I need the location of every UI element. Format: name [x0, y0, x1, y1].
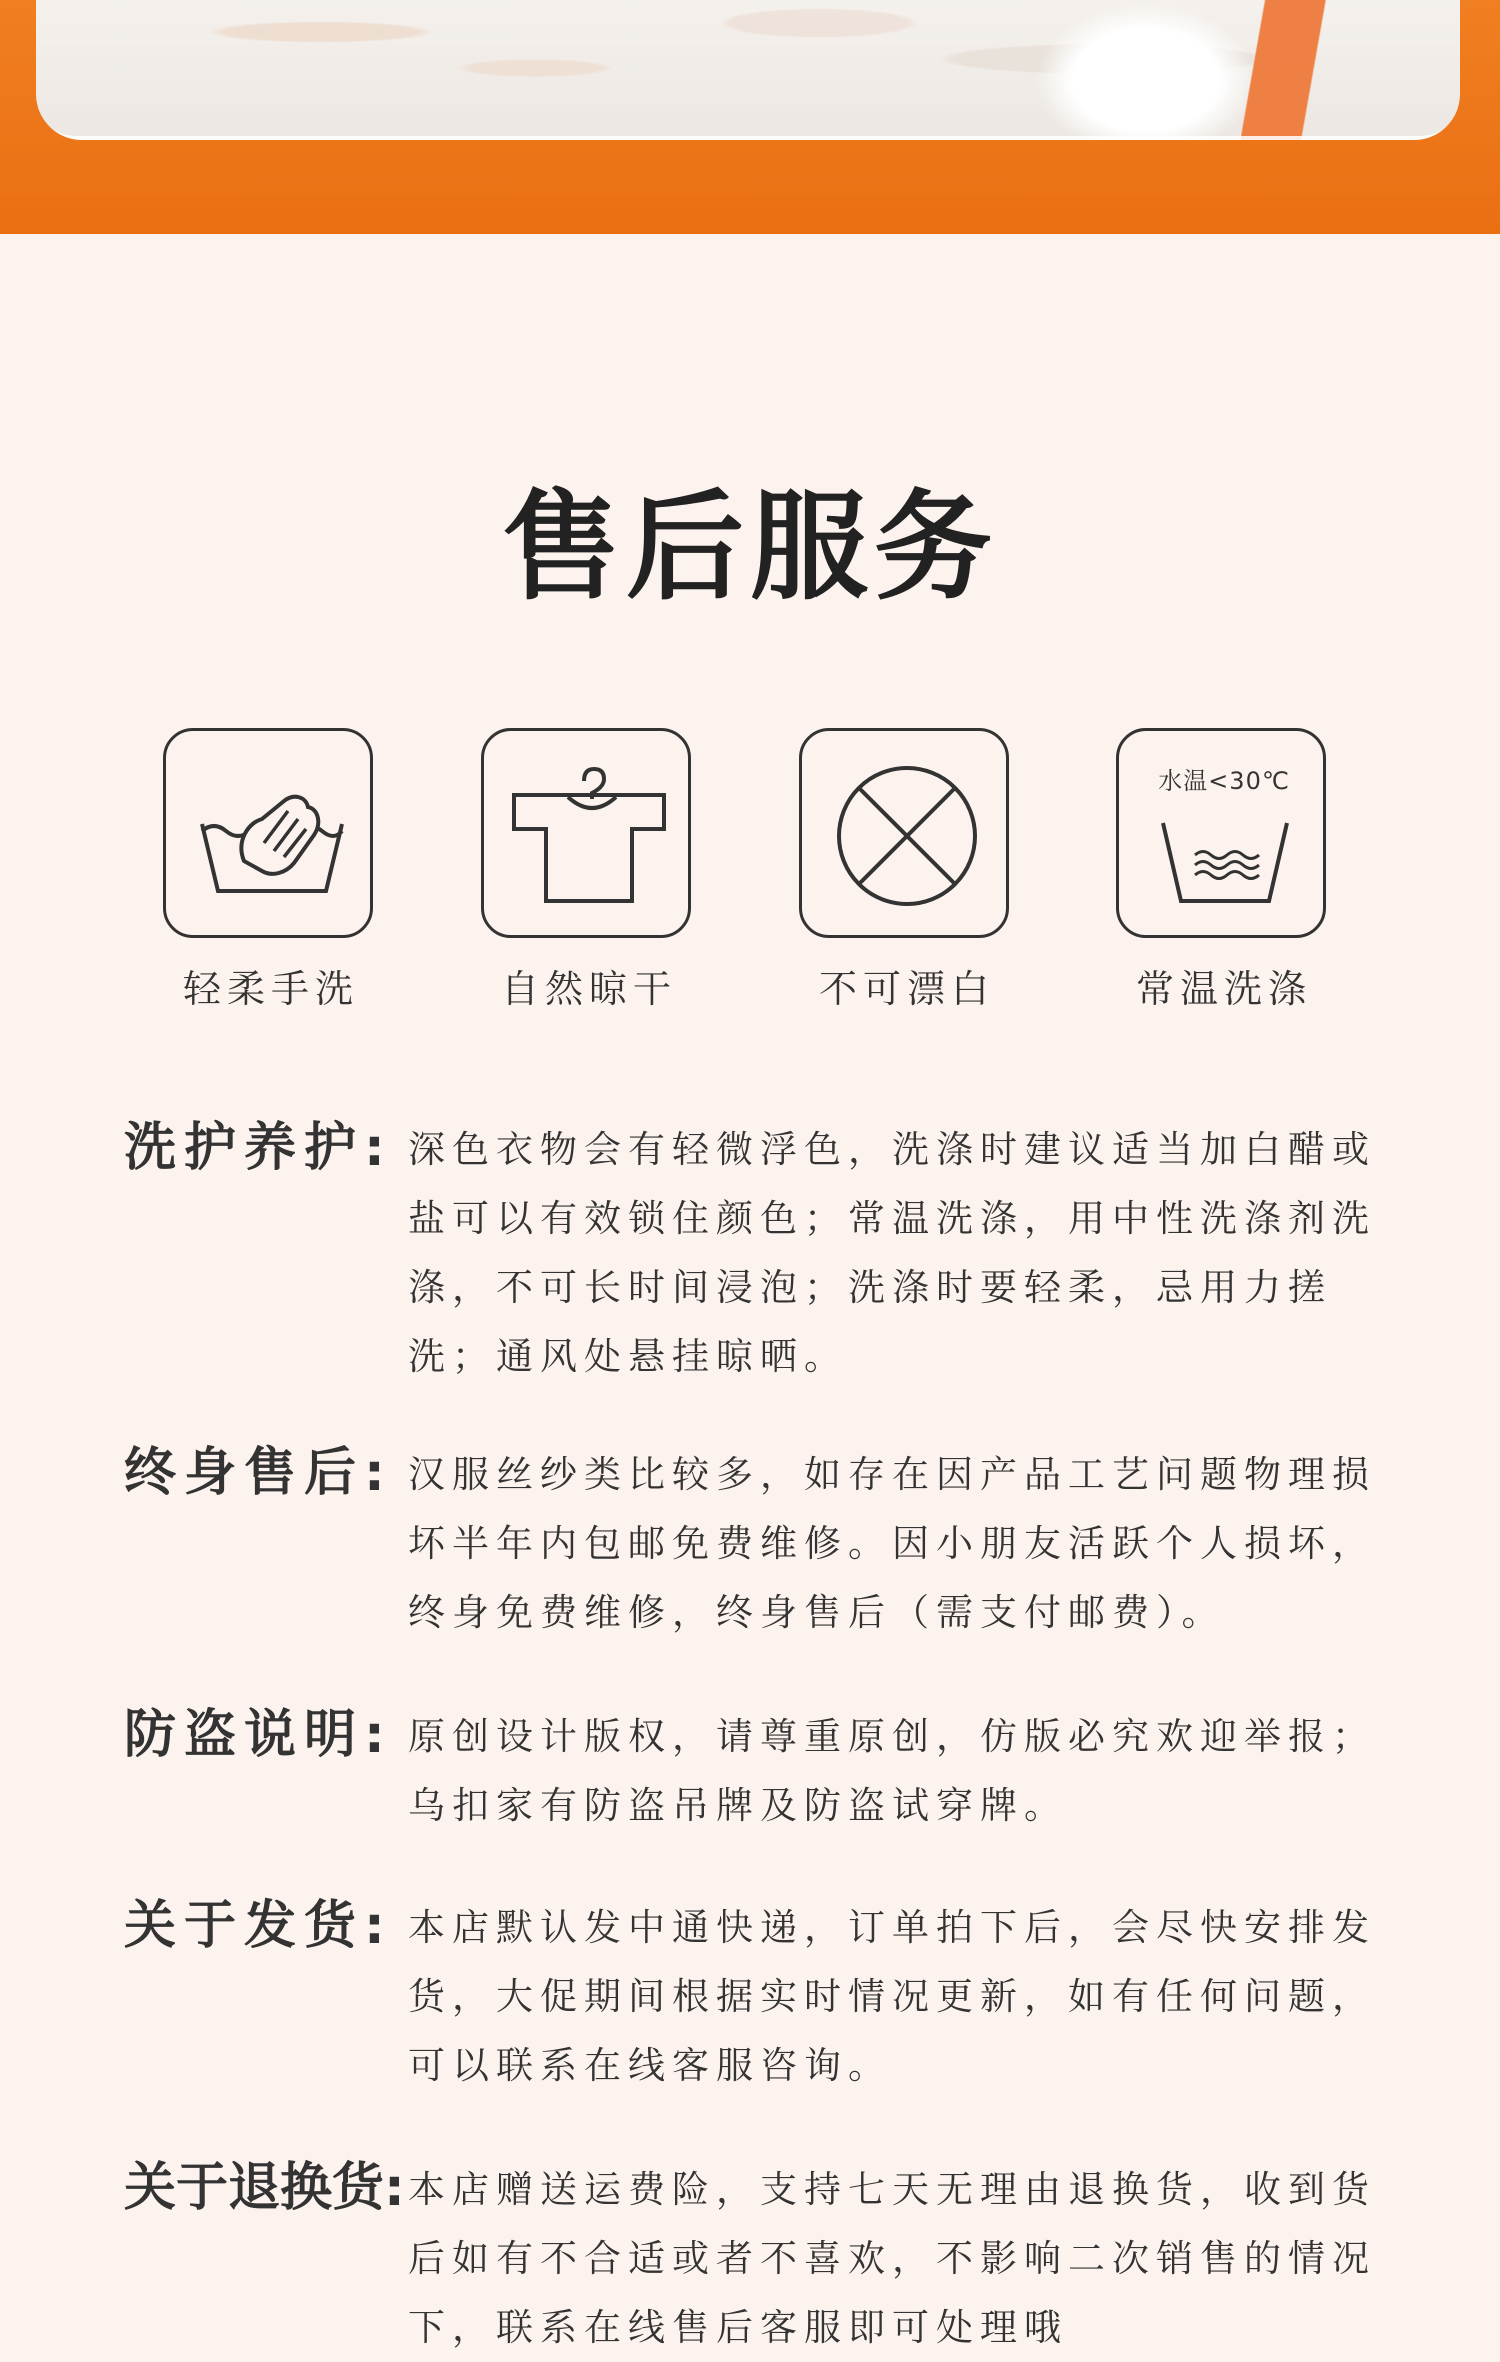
care-label: 轻柔手洗 [182, 967, 359, 1011]
care-label: 自然晾干 [500, 967, 677, 1011]
water-temp-badge: 水温<30℃ [1158, 767, 1290, 795]
top-banner [0, 0, 1500, 234]
no-bleach-icon [799, 728, 1009, 938]
care-label: 不可漂白 [818, 967, 995, 1011]
section-text: 原创设计版权，请尊重原创，仿版必究欢迎举报；乌扣家有防盗吊牌及防盗试穿牌。 [408, 1715, 1376, 1827]
hang-dry-icon [481, 728, 691, 938]
care-item-no-bleach [799, 728, 1015, 1013]
photo-border [36, 100, 1460, 140]
care-item-hand-wash [163, 728, 379, 1013]
product-photo [36, 0, 1460, 140]
section-label: 防盗说明: [124, 1705, 393, 1765]
care-item-hang-dry [481, 728, 697, 1013]
section-text: 本店默认发中通快递，订单拍下后，会尽快安排发货，大促期间根据实时情况更新，如有任何问题，可以联系在线客服咨询。 [408, 1906, 1376, 2087]
section-text: 本店赠送运费险，支持七天无理由退换货，收到货后如有不合适或者不喜欢，不影响二次销售的情况下，联系在线售后客服即可处理哦 [408, 2168, 1376, 2349]
care-label: 常温洗涤 [1135, 967, 1312, 1011]
section-label: 关于退换货: [124, 2158, 405, 2218]
page-title: 售后服务 [501, 478, 998, 616]
section-text: 深色衣物会有轻微浮色，洗涤时建议适当加白醋或盐可以有效锁住颜色；常温洗涤，用中性洗涤剂洗涤，不可长时间浸泡；洗涤时要轻柔，忌用力搓洗；通风处悬挂晾晒。 [408, 1128, 1376, 1378]
section-label: 洗护养护: [124, 1118, 393, 1178]
care-item-water-temp [1116, 728, 1332, 1013]
section-label: 终身售后: [124, 1443, 393, 1503]
hand-wash-icon [163, 728, 373, 938]
water-temp-icon [1116, 728, 1326, 938]
section-text: 汉服丝纱类比较多，如存在因产品工艺问题物理损坏半年内包邮免费维修。因小朋友活跃个人损坏，终身免费维修，终身售后（需支付邮费）。 [408, 1453, 1376, 1634]
section-label: 关于发货: [124, 1896, 393, 1956]
